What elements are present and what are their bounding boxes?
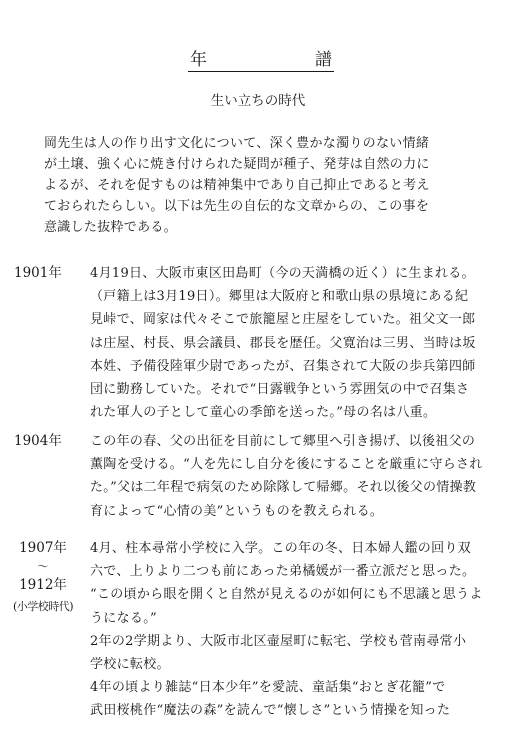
entry-line: 4月19日、大阪市東区田島町（今の天満橋の近く）に生まれる。	[90, 266, 475, 281]
entry-line: 4年の頃より雑誌“日本少年”を愛読、童話集“おとぎ花籠”で	[90, 680, 446, 696]
section-subtitle: 生い立ちの時代	[210, 93, 306, 109]
entry-line: 育によって“心情の美”というものを教えられる。	[90, 503, 384, 519]
entry-line: 六で、上りより二つも前にあった弟橘媛が一番立派だと思った。	[90, 564, 476, 580]
entry-text	[90, 262, 505, 424]
entry-year-separator: 〜	[37, 560, 49, 573]
entry-line: 見峠で、岡家は代々そこで旅籠屋と庄屋をしていた。祖父文一郎	[90, 312, 476, 328]
intro-paragraph	[44, 133, 474, 238]
intro-line: 意識した抜粋である。	[44, 220, 178, 235]
entry-line: 4月、柱本尋常小学校に入学。この年の冬、日本婦人鑑の回り双	[90, 541, 471, 556]
intro-line: が土壌、強く心に焼き付けられた疑問が種子、発芽は自然の力に	[44, 157, 430, 172]
title-char-left: 年	[190, 50, 207, 70]
entry-year-end: 1912年	[19, 577, 67, 593]
entry-line: れた軍人の子として童心の季節を送った。”母の名は八重。	[90, 405, 437, 421]
entry-line: “この頃から眼を開くと自然が見えるのが如何にも不思議と思うよ	[90, 587, 483, 603]
title-char-right: 譜	[315, 50, 332, 70]
entry-line: この年の春、父の出征を目前にして郷里へ引き揚げ、以後祖父の	[90, 434, 476, 449]
intro-line: よるが、それを促すものは精神集中であり自己抑止であると考え	[44, 178, 430, 193]
entry-line: 団に勤務していた。それで“日露戦争という雰囲気の中で召集さ	[90, 382, 470, 398]
entry-line: 2年の2学期より、大阪市北区壷屋町に転宅、学校も菅南尋常小	[90, 633, 467, 649]
entry-text	[90, 537, 505, 723]
page-title	[188, 50, 334, 72]
intro-line: ておられたらしい。以下は先生の自伝的な文章からの、この事を	[44, 199, 430, 214]
entry-line: た。”父は二年程で病気のため除隊して帰郷。それ以後父の情操教	[90, 480, 477, 496]
entry-line: は庄屋、村長、県会議員、郡長を歴任。父寛治は三男、当時は坂	[90, 335, 476, 351]
entry-period-label: (小学校時代)	[12, 600, 74, 613]
intro-line: 岡先生は人の作り出す文化について、深く豊かな濁りのない情緒	[44, 136, 430, 151]
entry-year: 1901年	[14, 265, 62, 281]
entry-year: 1904年	[14, 433, 62, 449]
entry-line: 本姓、予備役陸軍少尉であったが、召集されて大阪の歩兵第四師	[90, 358, 476, 374]
entry-line: 薫陶を受ける。“人を先にし自分を後にすることを厳重に守らされ	[90, 457, 483, 473]
entry-text	[90, 430, 505, 523]
entry-year-start: 1907年	[19, 540, 67, 556]
entry-line: 学校に転校。	[90, 657, 170, 673]
entry-year-range	[10, 537, 76, 617]
entry-line: うになる。”	[90, 610, 157, 626]
entry-line: （戸籍上は3月19日）。郷里は大阪府と和歌山県の県境にある紀	[90, 289, 469, 305]
entry-line: 武田桜桃作“魔法の森”を読んで“懐しさ”という情操を知った	[90, 703, 451, 719]
